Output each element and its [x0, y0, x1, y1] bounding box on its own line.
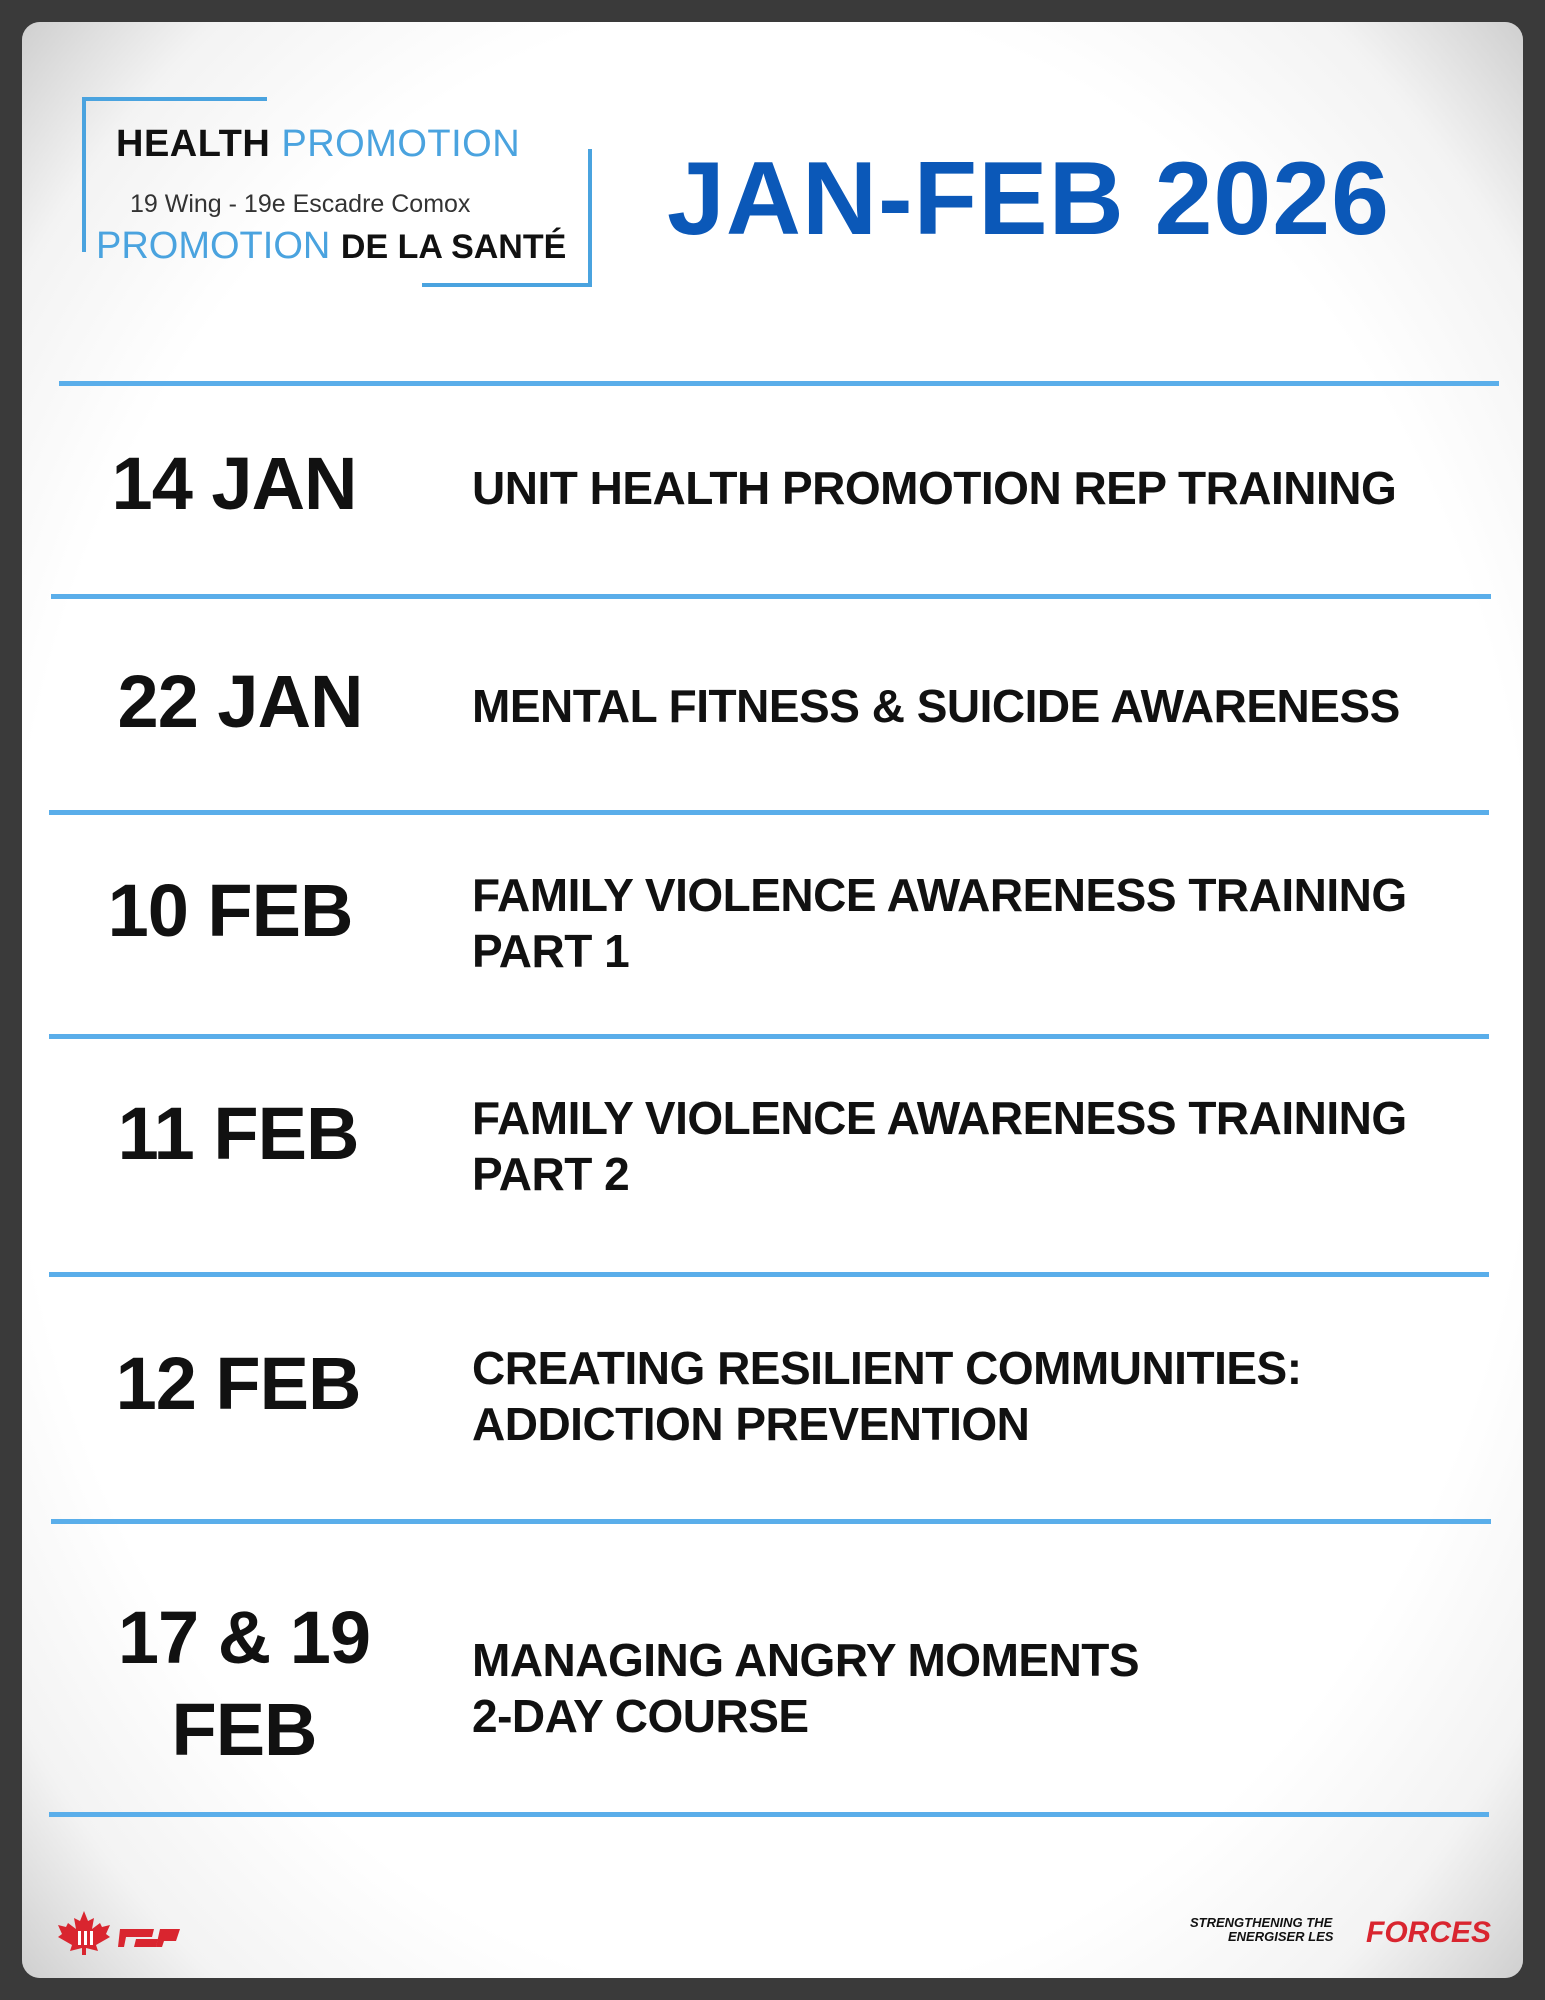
event-title-line: PART 1 — [472, 925, 630, 977]
logo-promotion-fr: PROMOTION — [96, 225, 331, 267]
logo-health: HEALTH — [116, 123, 271, 165]
maple-leaf-icon — [56, 1907, 216, 1957]
event-title-line: CREATING RESILIENT COMMUNITIES: — [472, 1342, 1302, 1394]
event-date-line: FEB — [171, 1688, 317, 1771]
event-title — [472, 460, 1472, 516]
logo-line-3 — [96, 225, 566, 268]
divider — [51, 1519, 1491, 1524]
health-promotion-logo — [82, 97, 592, 287]
event-title-line: FAMILY VIOLENCE AWARENESS TRAINING — [472, 869, 1407, 921]
event-title-line: UNIT HEALTH PROMOTION REP TRAINING — [472, 462, 1397, 514]
logo-promotion: PROMOTION — [281, 123, 521, 165]
divider — [49, 1812, 1489, 1817]
logo-wing: 19 Wing - 19e Escadre Comox — [130, 190, 471, 218]
divider — [51, 594, 1491, 599]
event-title — [472, 1090, 1472, 1202]
event-title-line: 2-DAY COURSE — [472, 1690, 809, 1742]
event-title-line: PART 2 — [472, 1148, 630, 1200]
event-date: 22 JAN — [117, 660, 363, 743]
event-title — [472, 678, 1472, 734]
event-date: 14 JAN — [111, 442, 357, 525]
event-title-line: FAMILY VIOLENCE AWARENESS TRAINING — [472, 1092, 1407, 1144]
event-date: 10 FEB — [107, 869, 353, 952]
logo-line-1 — [116, 123, 520, 166]
event-date: 12 FEB — [115, 1342, 361, 1425]
event-title — [472, 1340, 1472, 1452]
logo-de-la-sante: DE LA SANTÉ — [340, 228, 567, 266]
tagline-forces: FORCES — [1366, 1916, 1492, 1949]
poster-frame — [22, 22, 1523, 1978]
event-title-line: ADDICTION PREVENTION — [472, 1398, 1030, 1450]
divider — [49, 1034, 1489, 1039]
divider — [49, 810, 1489, 815]
event-title-line: MENTAL FITNESS & SUICIDE AWARENESS — [472, 680, 1400, 732]
page-title: JAN-FEB 2026 — [667, 141, 1390, 257]
logo-frame-right — [588, 149, 592, 287]
strengthening-the-forces-logo — [1190, 1915, 1490, 1955]
event-date: 11 FEB — [117, 1092, 359, 1175]
tagline-en: STRENGTHENING THE — [1190, 1915, 1333, 1930]
divider — [49, 1272, 1489, 1277]
event-date — [84, 1592, 404, 1776]
divider — [59, 381, 1499, 386]
event-title — [472, 867, 1472, 979]
logo-frame-left — [82, 97, 86, 252]
event-title-line: MANAGING ANGRY MOMENTS — [472, 1634, 1140, 1686]
logo-frame-bottom — [422, 283, 592, 287]
psp-logo — [56, 1907, 216, 1957]
event-date-line: 17 & 19 — [117, 1596, 371, 1679]
tagline-fr: ENERGISER LES — [1228, 1929, 1334, 1944]
logo-frame-top — [82, 97, 267, 101]
event-title — [472, 1632, 1472, 1744]
